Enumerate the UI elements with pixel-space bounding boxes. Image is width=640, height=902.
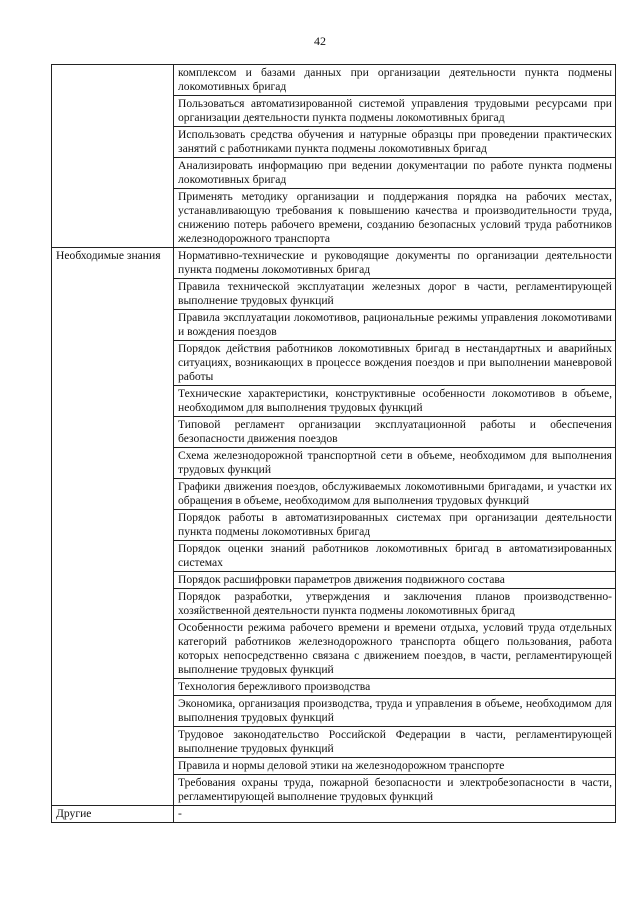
table-row	[52, 806, 616, 823]
table-cell: Анализировать информацию при ведении документации по работе пункта подмены локомотивных бригад	[174, 158, 616, 189]
competency-table	[51, 64, 616, 823]
table-cell: -	[174, 806, 616, 823]
table-cell: Правила и нормы деловой этики на железнодорожном транспорте	[174, 758, 616, 775]
table-cell: Требования охраны труда, пожарной безопасности и электробезопасности в части, регламентирующей выполнение трудовых функций	[174, 775, 616, 806]
table-cell: Пользоваться автоматизированной системой управления трудовыми ресурсами при организации деятельности пункта подмены локомотивных бригад	[174, 96, 616, 127]
page-number: 42	[314, 34, 326, 48]
table-cell: Правила технической эксплуатации железных дорог в части, регламентирующей выполнение трудовых функций	[174, 279, 616, 310]
table-cell: Технология бережливого производства	[174, 679, 616, 696]
table-cell: Порядок оценки знаний работников локомотивных бригад в автоматизированных системах	[174, 541, 616, 572]
table-cell: Графики движения поездов, обслуживаемых локомотивными бригадами, и участки их обращения в объеме, необходимом для выполнения трудовых функций	[174, 479, 616, 510]
table-cell: Порядок работы в автоматизированных системах при организации деятельности пункта подмены локомотивных бригад	[174, 510, 616, 541]
row-label-required-knowledge: Необходимые знания	[52, 248, 174, 806]
table-cell: Типовой регламент организации эксплуатационной работы и обеспечения безопасности движения поездов	[174, 417, 616, 448]
table-cell: Правила эксплуатации локомотивов, рациональные режимы управления локомотивами и вождения поездов	[174, 310, 616, 341]
table-cell: комплексом и базами данных при организации деятельности пункта подмены локомотивных бригад	[174, 65, 616, 96]
table-cell: Применять методику организации и поддержания порядка на рабочих местах, устанавливающую требования к повышению качества и производительности труда, снижению потерь рабочего времени, созданию безопасных условий труда работников железнодорожного транспорта	[174, 189, 616, 248]
table-cell: Особенности режима рабочего времени и времени отдыха, условий труда отдельных категорий работников железнодорожного транспорта общего пользования, работа которых непосредственно связана с движением поездов, в части, регламентирующей выполнение трудовых функций	[174, 620, 616, 679]
table-row	[52, 65, 616, 96]
table-cell: Использовать средства обучения и натурные образцы при проведении практических занятий с работниками пункта подмены локомотивных бригад	[174, 127, 616, 158]
row-label-skills	[52, 65, 174, 248]
row-label-other: Другие	[52, 806, 174, 823]
table-row	[52, 248, 616, 279]
table-cell: Схема железнодорожной транспортной сети в объеме, необходимом для выполнения трудовых функций	[174, 448, 616, 479]
table-cell: Нормативно-технические и руководящие документы по организации деятельности пункта подмены локомотивных бригад	[174, 248, 616, 279]
table-cell: Трудовое законодательство Российской Федерации в части, регламентирующей выполнение трудовых функций	[174, 727, 616, 758]
table-cell: Экономика, организация производства, труда и управления в объеме, необходимом для выполнения трудовых функций	[174, 696, 616, 727]
table-cell: Порядок разработки, утверждения и заключения планов производственно-хозяйственной деятельности пункта подмены локомотивных бригад	[174, 589, 616, 620]
table-cell: Технические характеристики, конструктивные особенности локомотивов в объеме, необходимом для выполнения трудовых функций	[174, 386, 616, 417]
table-cell: Порядок действия работников локомотивных бригад в нестандартных и аварийных ситуациях, возникающих в процессе вождения поездов и при выполнении маневровой работы	[174, 341, 616, 386]
table-cell: Порядок расшифровки параметров движения подвижного состава	[174, 572, 616, 589]
